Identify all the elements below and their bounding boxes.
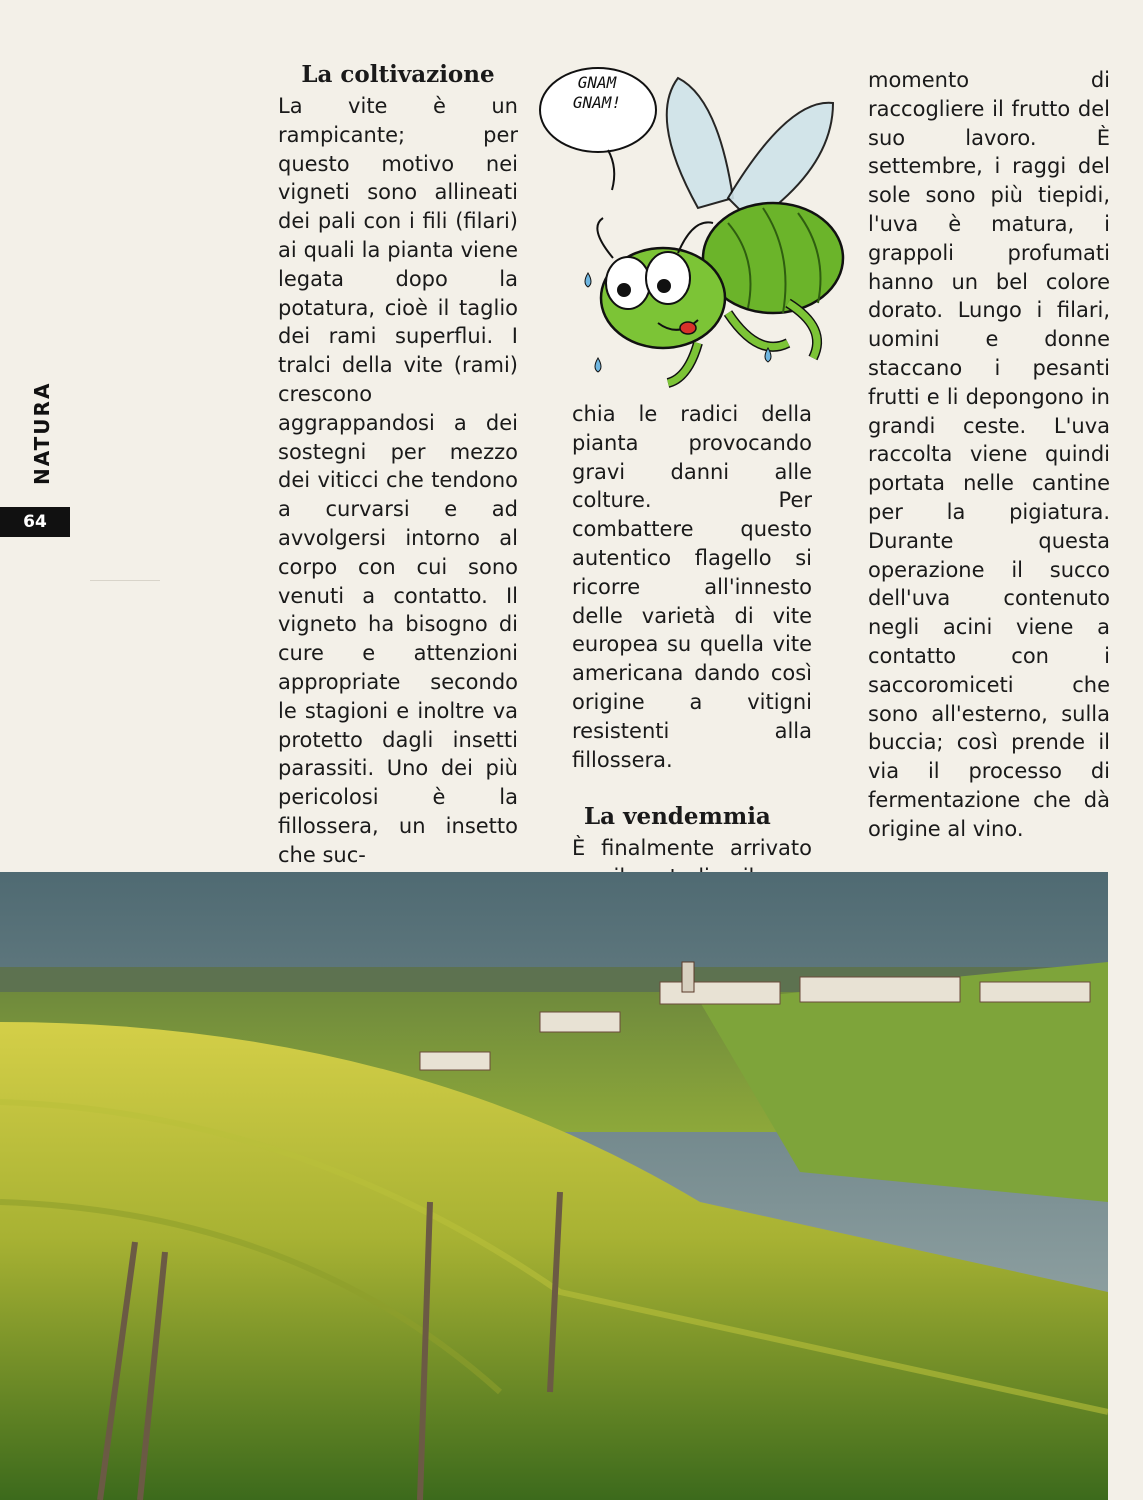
column-2 xyxy=(572,400,812,892)
paragraph-vendemmia-start: È finalmente arrivato xyxy=(572,836,812,861)
paragraph-fillossera: chia le radici della pianta provocando gravi danni alle colture. Per combattere questo autentico flagello si ricorre all'innesto delle varietà di vite europea su quella vite americana dando così origine a vitigni resistenti alla fillossera. xyxy=(572,402,812,772)
speech-bubble-text: GNAM GNAM! xyxy=(572,73,622,112)
show-through-text xyxy=(90,580,160,721)
heading-vendemmia: La vendemmia xyxy=(584,803,771,831)
paragraph-coltivazione: La vite è un rampicante; per questo motivo nei vigneti sono allineati dei pali con i fili (filari) ai quali la pianta viene legata dopo la potatura, cioè il taglio dei rami superflui. I tralci della vite (rami) crescono aggrappandosi a dei sostegni per mezzo dei viticci che tendono a curvarsi e ad avvolgersi intorno al corpo con cui sono venuti a contatto. Il vigneto ha bisogno di cure e attenzioni appropriate secondo le stagioni e inoltre va protetto dagli insetti parassiti. Uno dei più pericolosi è la fillossera, un insetto che suc- xyxy=(278,94,518,867)
column-1 xyxy=(278,60,518,870)
section-label: NATURA xyxy=(30,381,54,485)
vineyard-landscape-image xyxy=(0,872,1108,1500)
column-3 xyxy=(868,66,1110,844)
page-number: 64 xyxy=(0,507,70,537)
paragraph-vendemmia: momento di raccogliere il frutto del suo lavoro. È settembre, i raggi del sole sono più tiepidi, l'uva è matura, i grappoli profumati hanno un bel colore dorato. Lungo i filari, uomini e donne staccano i pesanti frutti e li depongono in grandi ceste. L'uva raccolta viene quindi portata nelle cantine per la pigiatura. Durante questa operazione il succo dell'uva contenuto negli acini viene a contatto con i saccoromiceti che sono all'esterno, sulla buccia; così prende il via il processo di fermentazione che dà origine al vino. xyxy=(868,68,1110,841)
heading-coltivazione: La coltivazione xyxy=(301,61,495,88)
